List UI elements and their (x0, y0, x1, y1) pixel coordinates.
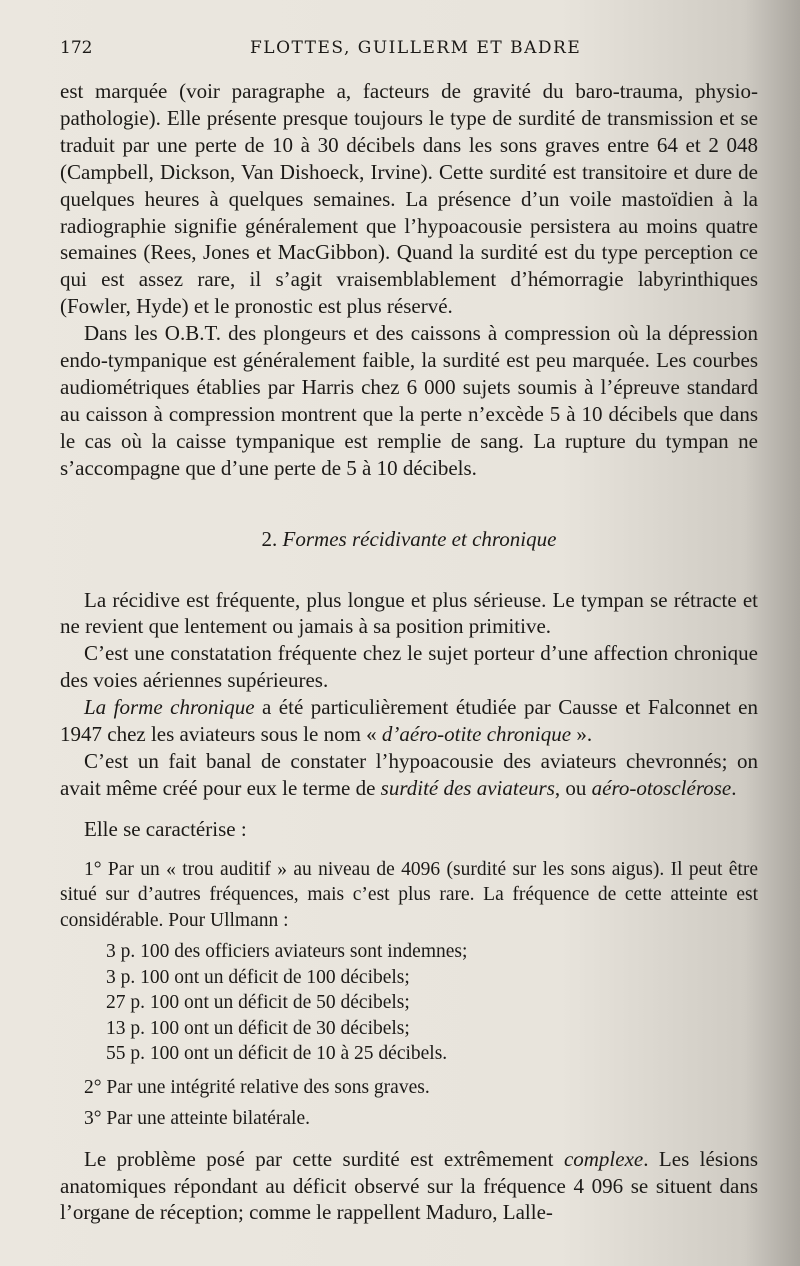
paragraph-bilaterale: 3° Par une atteinte bilatérale. (84, 1108, 310, 1130)
section-title: Formes récidivante et chronique (282, 526, 557, 551)
list-item: 55 p. 100 ont un déficit de 10 à 25 décibels. (106, 1043, 448, 1065)
running-head (60, 38, 758, 70)
paragraph-obt: Dans les O.B.T. des plongeurs et des caissons à compression où la dépression endo-tympanique est généralement faible, la surdité est peu marquée. Les courbes audiométriques établies par Harris chez 6 000 sujets soumis à l’épreuve standard au caisson à compression montrent que la perte n’excède 5 à 10 décibels que dans le cas où la caisse tympanique est remplie de sang. La rupture du tympan ne s’accompagne que d’une perte de 5 à 10 décibels. (60, 321, 758, 480)
paragraph-trou-auditif: 1° Par un « trou auditif » au niveau de 4096 (surdité sur les sons aigus). Il peut être situé sur d’autres fréquences, mais c’est plus rare. La fréquence de cette atteinte est considérable. Pour Ullmann : (60, 858, 758, 931)
paragraph-continuation: est marquée (voir paragraphe a, facteurs de gravité du baro-trauma, physio-pathologie). Elle présente presque toujours le type de surdité de transmission et se traduit par une perte de 10 à 30 décibels dans les sons graves entre 64 et 2 048 (Campbell, Dickson, Van Dishoeck, Irvine). Cette surdité est transitoire et dure de quelques heures à quelques semaines. La présence d’un voile mastoïdien à la radiographie signifie généralement que l’hypoacousie persistera au moins quatre semaines (Rees, Jones et MacGibbon). Quand la surdité est du type perception ce qui est assez rare, il s’agit vraisemblablement d’hémorragie labyrinthiques (Fowler, Hyde) et le pronostic est plus réservé. (60, 79, 758, 319)
paragraph-forme-chronique: La forme chronique a été particulièrement étudiée par Causse et Falconnet en 1947 chez les aviateurs sous le nom « d’aéro-otite chronique ». (60, 695, 758, 747)
running-head-authors: FLOTTES, GUILLERM ET BADRE (250, 38, 582, 58)
page-number: 172 (60, 38, 93, 58)
paragraph-recidive: La récidive est fréquente, plus longue et plus sérieuse. Le tympan se rétracte et ne revient que lentement ou jamais à sa position primitive. (60, 587, 758, 639)
list-item: 13 p. 100 ont un déficit de 30 décibels; (106, 1017, 410, 1039)
italic-surdite-aviateurs: surdité des aviateurs (380, 775, 555, 800)
list-item: 27 p. 100 ont un déficit de 50 décibels; (106, 992, 410, 1014)
italic-complexe: complexe (563, 1146, 644, 1171)
paragraph-probleme: Le problème posé par cette surdité est extrêmement complexe. Les lésions anatomiques répondant au déficit observé sur la fréquence 4 096 se situent dans l’organe de réception; comme le rappellent Maduro, Lalle- (60, 1146, 758, 1225)
section-heading (60, 526, 758, 553)
section-number: 2. (261, 526, 278, 551)
paragraph-constatation: C’est une constatation fréquente chez le sujet porteur d’une affection chronique des voies aériennes supérieures. (60, 641, 758, 693)
italic-forme-chronique: La forme chronique (84, 695, 255, 720)
italic-aero-otite: d’aéro-otite chronique (381, 722, 572, 747)
ullmann-stats-list (106, 939, 758, 1067)
paragraph-caracterise: Elle se caractérise : (84, 816, 247, 841)
paragraph-sons-graves: 2° Par une intégrité relative des sons graves. (84, 1076, 430, 1098)
italic-aero-otosclerose: aéro-otosclérose (591, 775, 732, 800)
list-item: 3 p. 100 ont un déficit de 100 décibels; (106, 966, 410, 988)
list-item: 3 p. 100 des officiers aviateurs sont indemnes; (106, 941, 468, 963)
body-text (60, 78, 758, 1226)
paragraph-aviateurs: C’est un fait banal de constater l’hypoacousie des aviateurs chevronnés; on avait même créé pour eux le terme de surdité des aviateurs, ou aéro-otosclérose. (60, 748, 758, 800)
